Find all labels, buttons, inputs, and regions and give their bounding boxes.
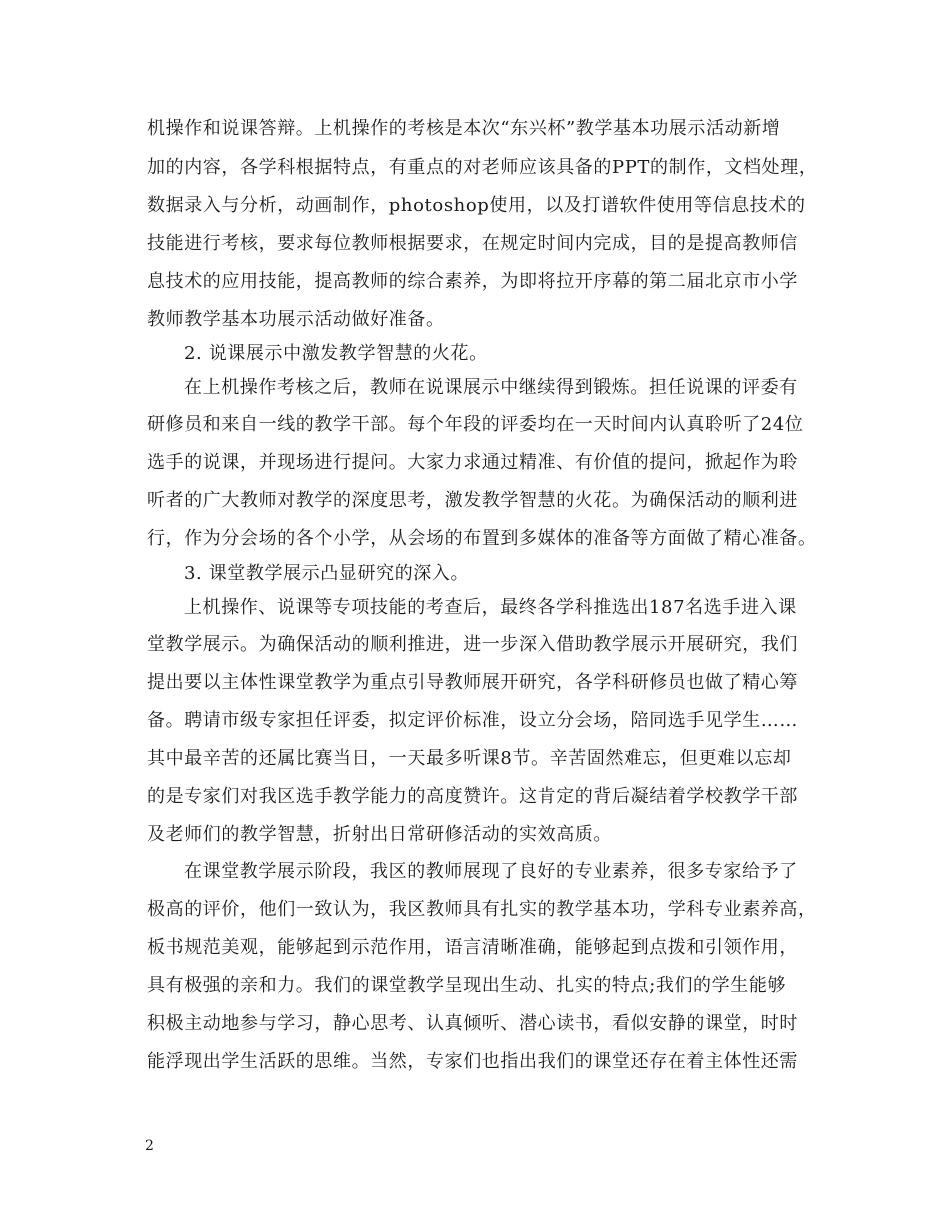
text-line: 积极主动地参与学习，静心思考、认真倾听、潜心读书，看似安静的课堂，时时 [147, 1013, 798, 1034]
text-line: 的是专家们对我区选手教学能力的高度赞许。这肯定的背后凝结着学校教学干部 [147, 786, 798, 807]
text-line: 极高的评价，他们一致认为，我区教师具有扎实的教学基本功，学科专业素养高， [147, 899, 817, 920]
text-line: 能浮现出学生活跃的思维。当然，专家们也指出我们的课堂还存在着主体性还需 [147, 1051, 798, 1072]
text-line: 堂教学展示。为确保活动的顺利推进，进一步深入借助教学展示开展研究，我们 [147, 634, 798, 655]
text-line: 具有极强的亲和力。我们的课堂教学呈现出生动、扎实的特点;我们的学生能够 [147, 975, 787, 996]
text-line: 选手的说课，并现场进行提问。大家力求通过精准、有价值的提问，掀起作为聆 [147, 452, 798, 473]
text-line: 加的内容，各学科根据特点，有重点的对老师应该具备的PPT的制作，文档处理， [147, 157, 818, 178]
text-line: 其中最辛苦的还属比赛当日，一天最多听课8节。辛苦固然难忘，但更难以忘却 [147, 748, 792, 769]
text-line: 听者的广大教师对教学的深度思考，激发教学智慧的火花。为确保活动的顺利进 [147, 490, 798, 511]
text-line: 息技术的应用技能，提高教师的综合素养，为即将拉开序幕的第二届北京市小学 [147, 271, 798, 292]
text-line: 板书规范美观，能够起到示范作用，语言清晰准确，能够起到点拨和引领作用， [147, 937, 798, 958]
text-line: 行，作为分会场的各个小学，从会场的布置到多媒体的准备等方面做了精心准备。 [147, 528, 817, 549]
text-line: 技能进行考核，要求每位教师根据要求，在规定时间内完成，目的是提高教师信 [147, 233, 798, 254]
text-line: 在课堂教学展示阶段，我区的教师展现了良好的专业素养，很多专家给予了 [184, 861, 798, 882]
text-line: 教师教学基本功展示活动做好准备。 [147, 309, 445, 330]
text-line: 数据录入与分析，动画制作，photoshop使用，以及打谱软件使用等信息技术的 [147, 195, 806, 216]
text-line: 机操作和说课答辩。上机操作的考核是本次“东兴杯”教学基本功展示活动新增 [147, 118, 781, 139]
text-line: 提出要以主体性课堂教学为重点引导教师展开研究，各学科研修员也做了精心筹 [147, 672, 798, 693]
text-line: 研修员和来自一线的教学干部。每个年段的评委均在一天时间内认真聆听了24位 [147, 414, 804, 435]
text-line: 备。聘请市级专家担任评委，拟定评价标准，设立分会场，陪同选手见学生…… [147, 710, 798, 731]
text-line: 及老师们的教学智慧，折射出日常研修活动的实效高质。 [147, 824, 612, 845]
section-heading: 2. 说课展示中激发教学智慧的火花。 [184, 343, 488, 364]
text-line: 在上机操作考核之后，教师在说课展示中继续得到锻炼。担任说课的评委有 [184, 377, 798, 398]
section-heading: 3. 课堂教学展示凸显研究的深入。 [184, 563, 470, 584]
page-number: 2 [145, 1138, 154, 1154]
text-line: 上机操作、说课等专项技能的考查后，最终各学科推选出187名选手进入课 [184, 597, 797, 618]
